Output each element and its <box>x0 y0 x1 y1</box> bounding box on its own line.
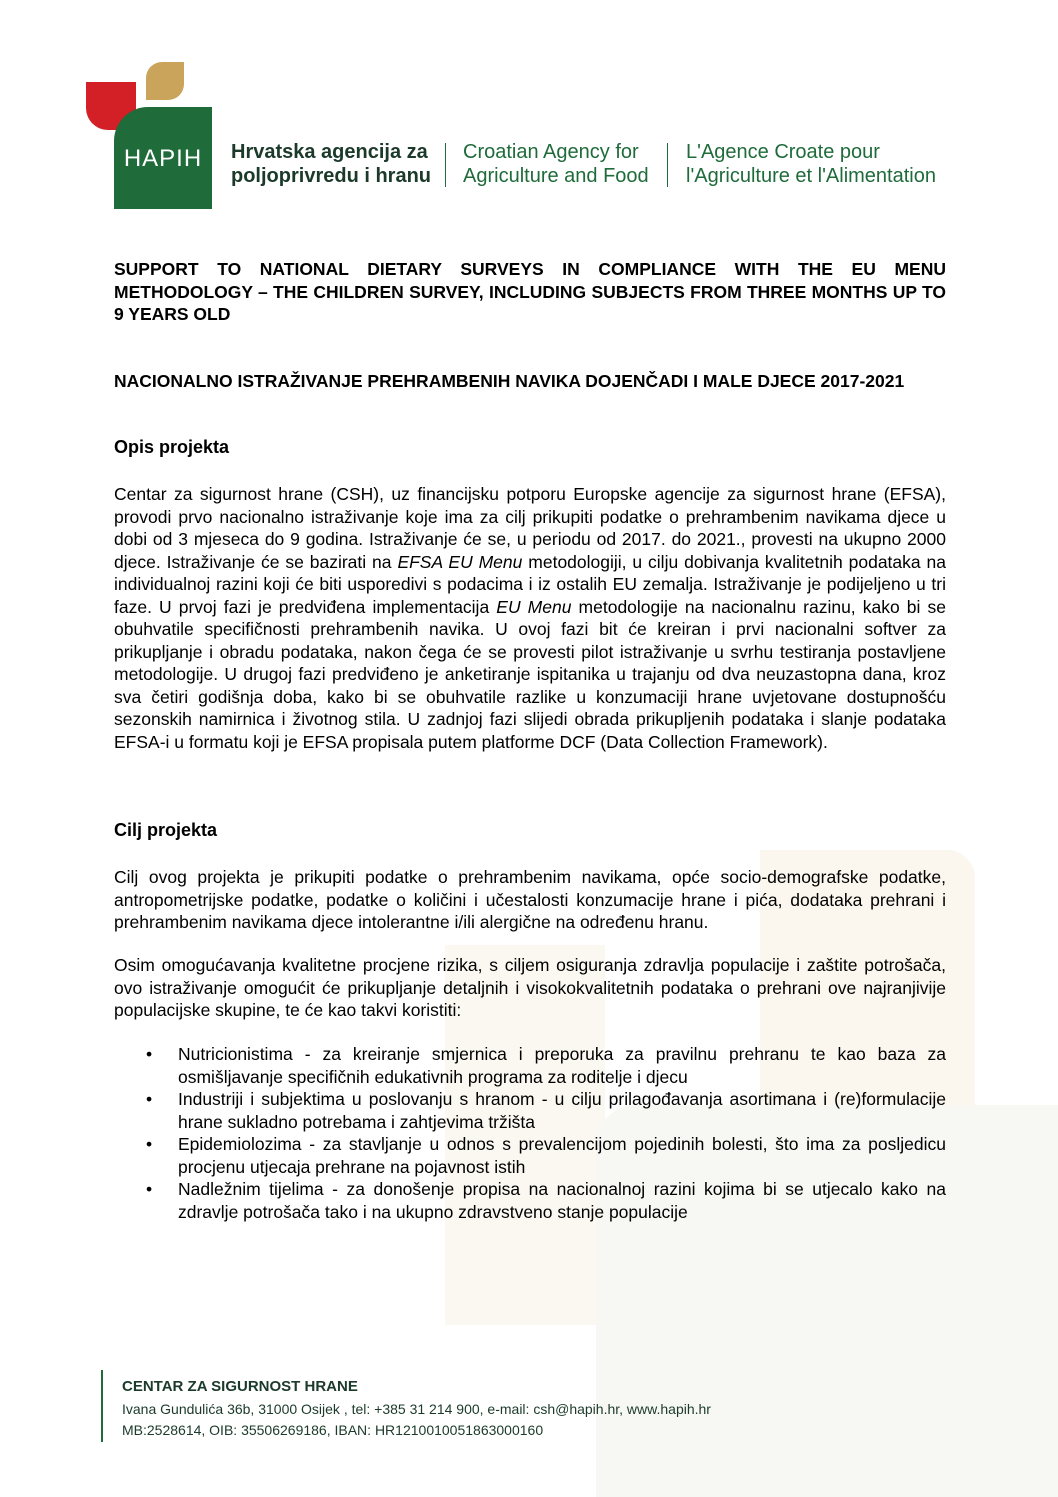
agency-name-hr: Hrvatska agencija za poljoprivredu i hranu <box>231 141 432 187</box>
list-item: • Nadležnim tijelima - za donošenje propisa na nacionalnoj razini kojima bi se utjecalo kako na zdravlje potrošača tako i na ukupno zdravstveno stanje populacije <box>146 1179 946 1222</box>
logo-text: HAPIH <box>123 145 203 172</box>
document-title-en: SUPPORT TO NATIONAL DIETARY SURVEYS IN COMPLIANCE WITH THE EU MENU METHODOLOGY – THE CHILDREN SURVEY, INCLUDING SUBJECTS FROM THREE MONTHS UP TO 9 YEARS OLD <box>114 259 946 324</box>
bullet-icon: • <box>146 1179 153 1199</box>
emphasis-efsa-eu-menu: EFSA EU Menu <box>397 551 523 572</box>
hapih-logo <box>86 62 216 210</box>
list-item: • Epidemiolozima - za stavljanje u odnos s prevalencijom pojedinih bolesti, što ima za posljedicu procjenu utjecaja prehrane na pojavnost istih <box>146 1134 946 1177</box>
agency-name-en: Croatian Agency for Agriculture and Food <box>463 141 649 187</box>
agency-name-fr: L'Agence Croate pour l'Agriculture et l'Alimentation <box>686 141 936 187</box>
bullet-icon: • <box>146 1044 153 1064</box>
footer-divider <box>101 1370 103 1442</box>
header-divider <box>667 143 668 187</box>
footer-ids: MB:2528614, OIB: 35506269186, IBAN: HR1210010051863000160 <box>122 1422 544 1438</box>
logo-gold-leaf <box>146 62 184 100</box>
list-item: • Industriji i subjektima u poslovanju s hranom - u cilju prilagođavanja asortimana i (re)formulacije hrane sukladno potrebama i zahtjevima tržišta <box>146 1089 946 1132</box>
section-heading-cilj: Cilj projekta <box>114 820 218 840</box>
benefits-list <box>114 1043 946 1223</box>
document-title-hr: NACIONALNO ISTRAŽIVANJE PREHRAMBENIH NAVIKA DOJENČADI I MALE DJECE 2017-2021 <box>114 371 905 391</box>
header-divider <box>445 143 446 187</box>
footer-org-name: CENTAR ZA SIGURNOST HRANE <box>122 1378 358 1395</box>
emphasis-eu-menu: EU Menu <box>496 596 572 617</box>
list-item: • Nutricionistima - za kreiranje smjernica i preporuka za pravilnu prehranu te kao baza za osmišljavanje specifičnih edukativnih programa za roditelje i djecu <box>146 1044 946 1087</box>
section-paragraph-benefits: Osim omogućavanja kvalitetne procjene rizika, s ciljem osiguranja zdravlja populacije i zaštite potrošača, ovo istraživanje omogućit će prikupljanje detaljnih i visokokvalitetnih podataka o prehrani ove najranjivije populacijske skupine, te će kao takvi koristiti: <box>114 955 946 1020</box>
section-paragraph-cilj: Cilj ovog projekta je prikupiti podatke o prehrambenim navikama, opće socio-demografske podatke, antropometrijske podatke, podatke o količini i učestalosti konzumacije hrane i pića, dodataka prehrani i prehrambenim navikama djece intolerantne i/ili alergične na određenu hranu. <box>114 867 946 932</box>
section-paragraph-opis: Centar za sigurnost hrane (CSH), uz financijsku potporu Europske agencije za sigurnost hrane (EFSA), provodi prvo nacionalno istraživanje koje ima za cilj prikupiti podatke o prehrambenim navikama djece u dobi od 3 mjeseca do 9 godina. Istraživanje će se, u periodu od 2017. do 2021., provesti na ukupno 2000 djece. Istraživanje će se bazirati na EFSA EU Menu metodologiji, u cilju dobivanja kvalitetnih podataka na individualnoj razini koji će biti usporedivi s podacima i iz ostalih EU zemalja. Istraživanje je podijeljeno u tri faze. U prvoj fazi je predviđena implementacija EU Menu metodologije na nacionalnu razinu, kako bi se obuhvatile specifičnosti prehrambenih navika. U ovoj fazi bit će kreiran i prvi nacionalni softver za prikupljanje i obradu podataka, nakon čega će se provesti pilot istraživanje u svrhu testiranja postavljene metodologije. U drugoj fazi predviđeno je anketiranje ispitanika u trajanju od dva neuzastopna dana, kroz sva četiri godišnja doba, kako bi se obuhvatile razlike u konzumaciji hrane uvjetovane dostupnošću sezonskih namirnica i životnog stila. U zadnjoj fazi slijedi obrada prikupljenih podataka i slanje podataka EFSA-i u formatu koji je EFSA propisala putem platforme DCF (Data Collection Framework). <box>114 484 946 752</box>
bullet-icon: • <box>146 1134 153 1154</box>
footer-contact: Ivana Gundulića 36b, 31000 Osijek , tel: +385 31 214 900, e-mail: csh@hapih.hr, www.hapih.hr <box>122 1401 711 1417</box>
section-heading-opis: Opis projekta <box>114 437 230 457</box>
bullet-icon: • <box>146 1089 153 1109</box>
